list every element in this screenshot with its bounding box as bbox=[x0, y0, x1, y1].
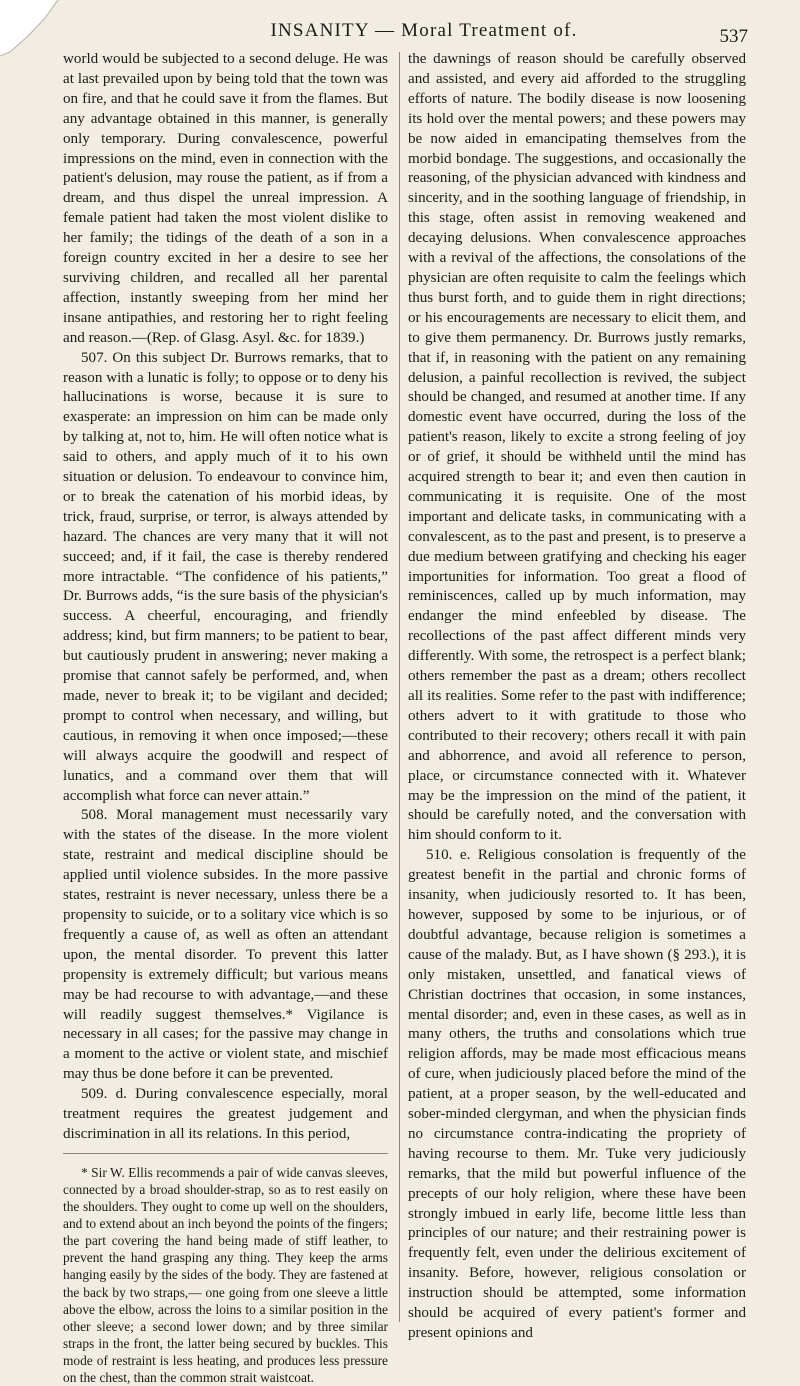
torn-corner bbox=[0, 0, 70, 60]
running-title: INSANITY — Moral Treatment of. bbox=[270, 20, 578, 41]
paragraph: 510. e. Religious consolation is frequently of the greatest benefit in the partial and chronic forms of insanity, when judiciously resorted to. It has been, however, supposed by some to be injurious, or of doubtful advantage, because religion is sometimes a cause of the malady. But, as I have shown (§ 293.), it is only mistaken, unsettled, and fanatical views of Christian doctrines that occasion, in some instances, mental disorder; and, even in these cases, as well as in many others, the truths and consolations which true religion affords, may be made most efficacious means of cure, when judiciously placed before the mind of the patient, at a proper season, by the well-educated and sober-minded clergyman, and when the physician finds no circumstance contra-indicating the propriety of having recourse to them. Mr. Tuke very judiciously remarks, that the mild but powerful influence of the precepts of our holy religion, where these have been strongly imbued in early life, become little less than principles of our nature; and their restraining power is frequently felt, even under the delirious excitement of insanity. Before, however, religious consolation or instruction should be attempted, some information should be acquired of every patient's former and present opinions and bbox=[408, 847, 746, 1341]
right-column bbox=[408, 50, 746, 1344]
running-head bbox=[100, 20, 748, 46]
paragraph: 507. On this subject Dr. Burrows remarks, that to reason with a lunatic is folly; to oppose or to deny his hallucinations is worse, because it is sure to exasperate: an impression on him can be made only by talking at, not to, him. He will often notice what is said to others, and apply much of it to his own situation or delusion. To endeavour to convince him, or to break the catenation of his morbid ideas, by trick, fraud, surprise, or terror, is always attended by hazard. The chances are very many that it will not succeed; and, if it fail, the case is thereby rendered more intractable. “The confidence of his patients,” Dr. Burrows adds, “is the sure basis of the physician's success. A cheerful, encouraging, and friendly address; kind, but firm manners; to be patient to bear, but cautiously prudent in answering; never making a promise that cannot safely be performed, and, when made, never to break it; to be vigilant and decided; prompt to control when necessary, and willing, but cautious, in removing it when once imposed;—these will always acquire the goodwill and respect of lunatics, and a command over them that will accomplish what force can never attain.” bbox=[63, 349, 388, 804]
left-column bbox=[63, 50, 388, 1386]
paragraph: the dawnings of reason should be carefully observed and assisted, and every aid afforded to the struggling efforts of nature. The bodily disease is now loosening its hold over the mental powers; and these powers may be now aided in emancipating themselves from the morbid bondage. The suggestions, and occasionally the reasoning, of the physician advanced with kindness and sincerity, and in the soothing language of friendship, in this stage, often assist in removing weakened and decaying delusions. When convalescence approaches with a revival of the affections, the consolations of the physician are often requisite to calm the feelings which thus burst forth, and to guide them in right directions; or his encouragements are necessary to elicit them, and to give them permanency. Dr. Burrows justly remarks, that if, in reasoning with the patient on any remaining delusion, a painful recollection is revived, the subject should be changed, and resumed at another time. If any domestic event have occurred, during the loss of the patient's reason, likely to excite a strong feeling of joy or of grief, it should be withheld until the mind has acquired strength to bear it; and even then caution in communicating it is requisite. One of the most important and delicate tasks, in communicating with a convalescent, as to the past and present, is to preserve a due medium between gratifying and checking his eager importunities for information. Too great a flood of reminiscences, called up by much information, may endanger the mind enfeebled by disease. The recollections of the past affect different minds very differently. With some, the retrospect is a perfect blank; others remember the past as a dream; others recollect all its realities. Some refer to the past with indifference; others advert to it with gratitude to those who contributed to their recovery; others recall it with pain and abhorrence, and avoid all reference to person, place, or circumstance connected with it. Whatever may be the impression on the mind of the patient, it should be carefully noted, and the conversation with him should conform to it. bbox=[408, 51, 746, 844]
paragraph: 508. Moral management must necessarily vary with the states of the disease. In the more violent state, restraint and medical discipline should be applied until violence subsides. In the more passive states, restraint is never necessary, unless there be a propensity to suicide, or to a solitary vice which is so frequently a cause of, as well as often an attendant upon, the mental disorder. To prevent this latter propensity is extremely difficult; but various means may be had recourse to with advantage,—and these will readily suggest themselves.* Vigilance is necessary in all cases; for the passive may change in a moment to the active or violent state, and mischief may thus be done before it can be prevented. bbox=[63, 807, 388, 1083]
paragraph: world would be subjected to a second deluge. He was at last prevailed upon by being told that the town was on fire, and that he could save it from the flames. But any advantage obtained in this manner, is generally only temporary. During convalescence, powerful impressions on the mind, even in connection with the patient's delusion, may rouse the patient, as if from a dream, and thus dispel the unreal impression. A female patient had taken the most violent dislike to her family; the tidings of the death of a son in a foreign country excited in her a desire to see her surviving children, and recalled all her parental affection, instantly sweeping from her mind her insane antipathies, and restoring her to right feeling and reason.—(Rep. of Glasg. Asyl. &c. for 1839.) bbox=[63, 51, 388, 346]
footnote-rule bbox=[63, 1153, 388, 1154]
column-divider bbox=[399, 52, 400, 1322]
paragraph: 509. d. During convalescence especially, moral treatment requires the greatest judgement and discrimination in all its relations. In this period, bbox=[63, 1086, 388, 1142]
page-number: 537 bbox=[719, 26, 748, 47]
footnote: * Sir W. Ellis recommends a pair of wide canvas sleeves, connected by a broad shoulder-strap, so as to rest easily on the shoulders. They ought to come up well on the shoulders, and to extend about an inch beyond the points of the fingers; the part covering the hand being made of stiff leather, to prevent the hand grasping any thing. They keep the arms hanging easily by the sides of the body. They are fastened at the back by two straps,— one going from one sleeve a little above the elbow, across the loins to a similar position in the other sleeve; a second lower down; and by three similar straps in the front, the latter being secured by buckles. This mode of restraint is less heating, and produces less pressure on the chest, than the common strait waistcoat. bbox=[63, 1164, 388, 1385]
